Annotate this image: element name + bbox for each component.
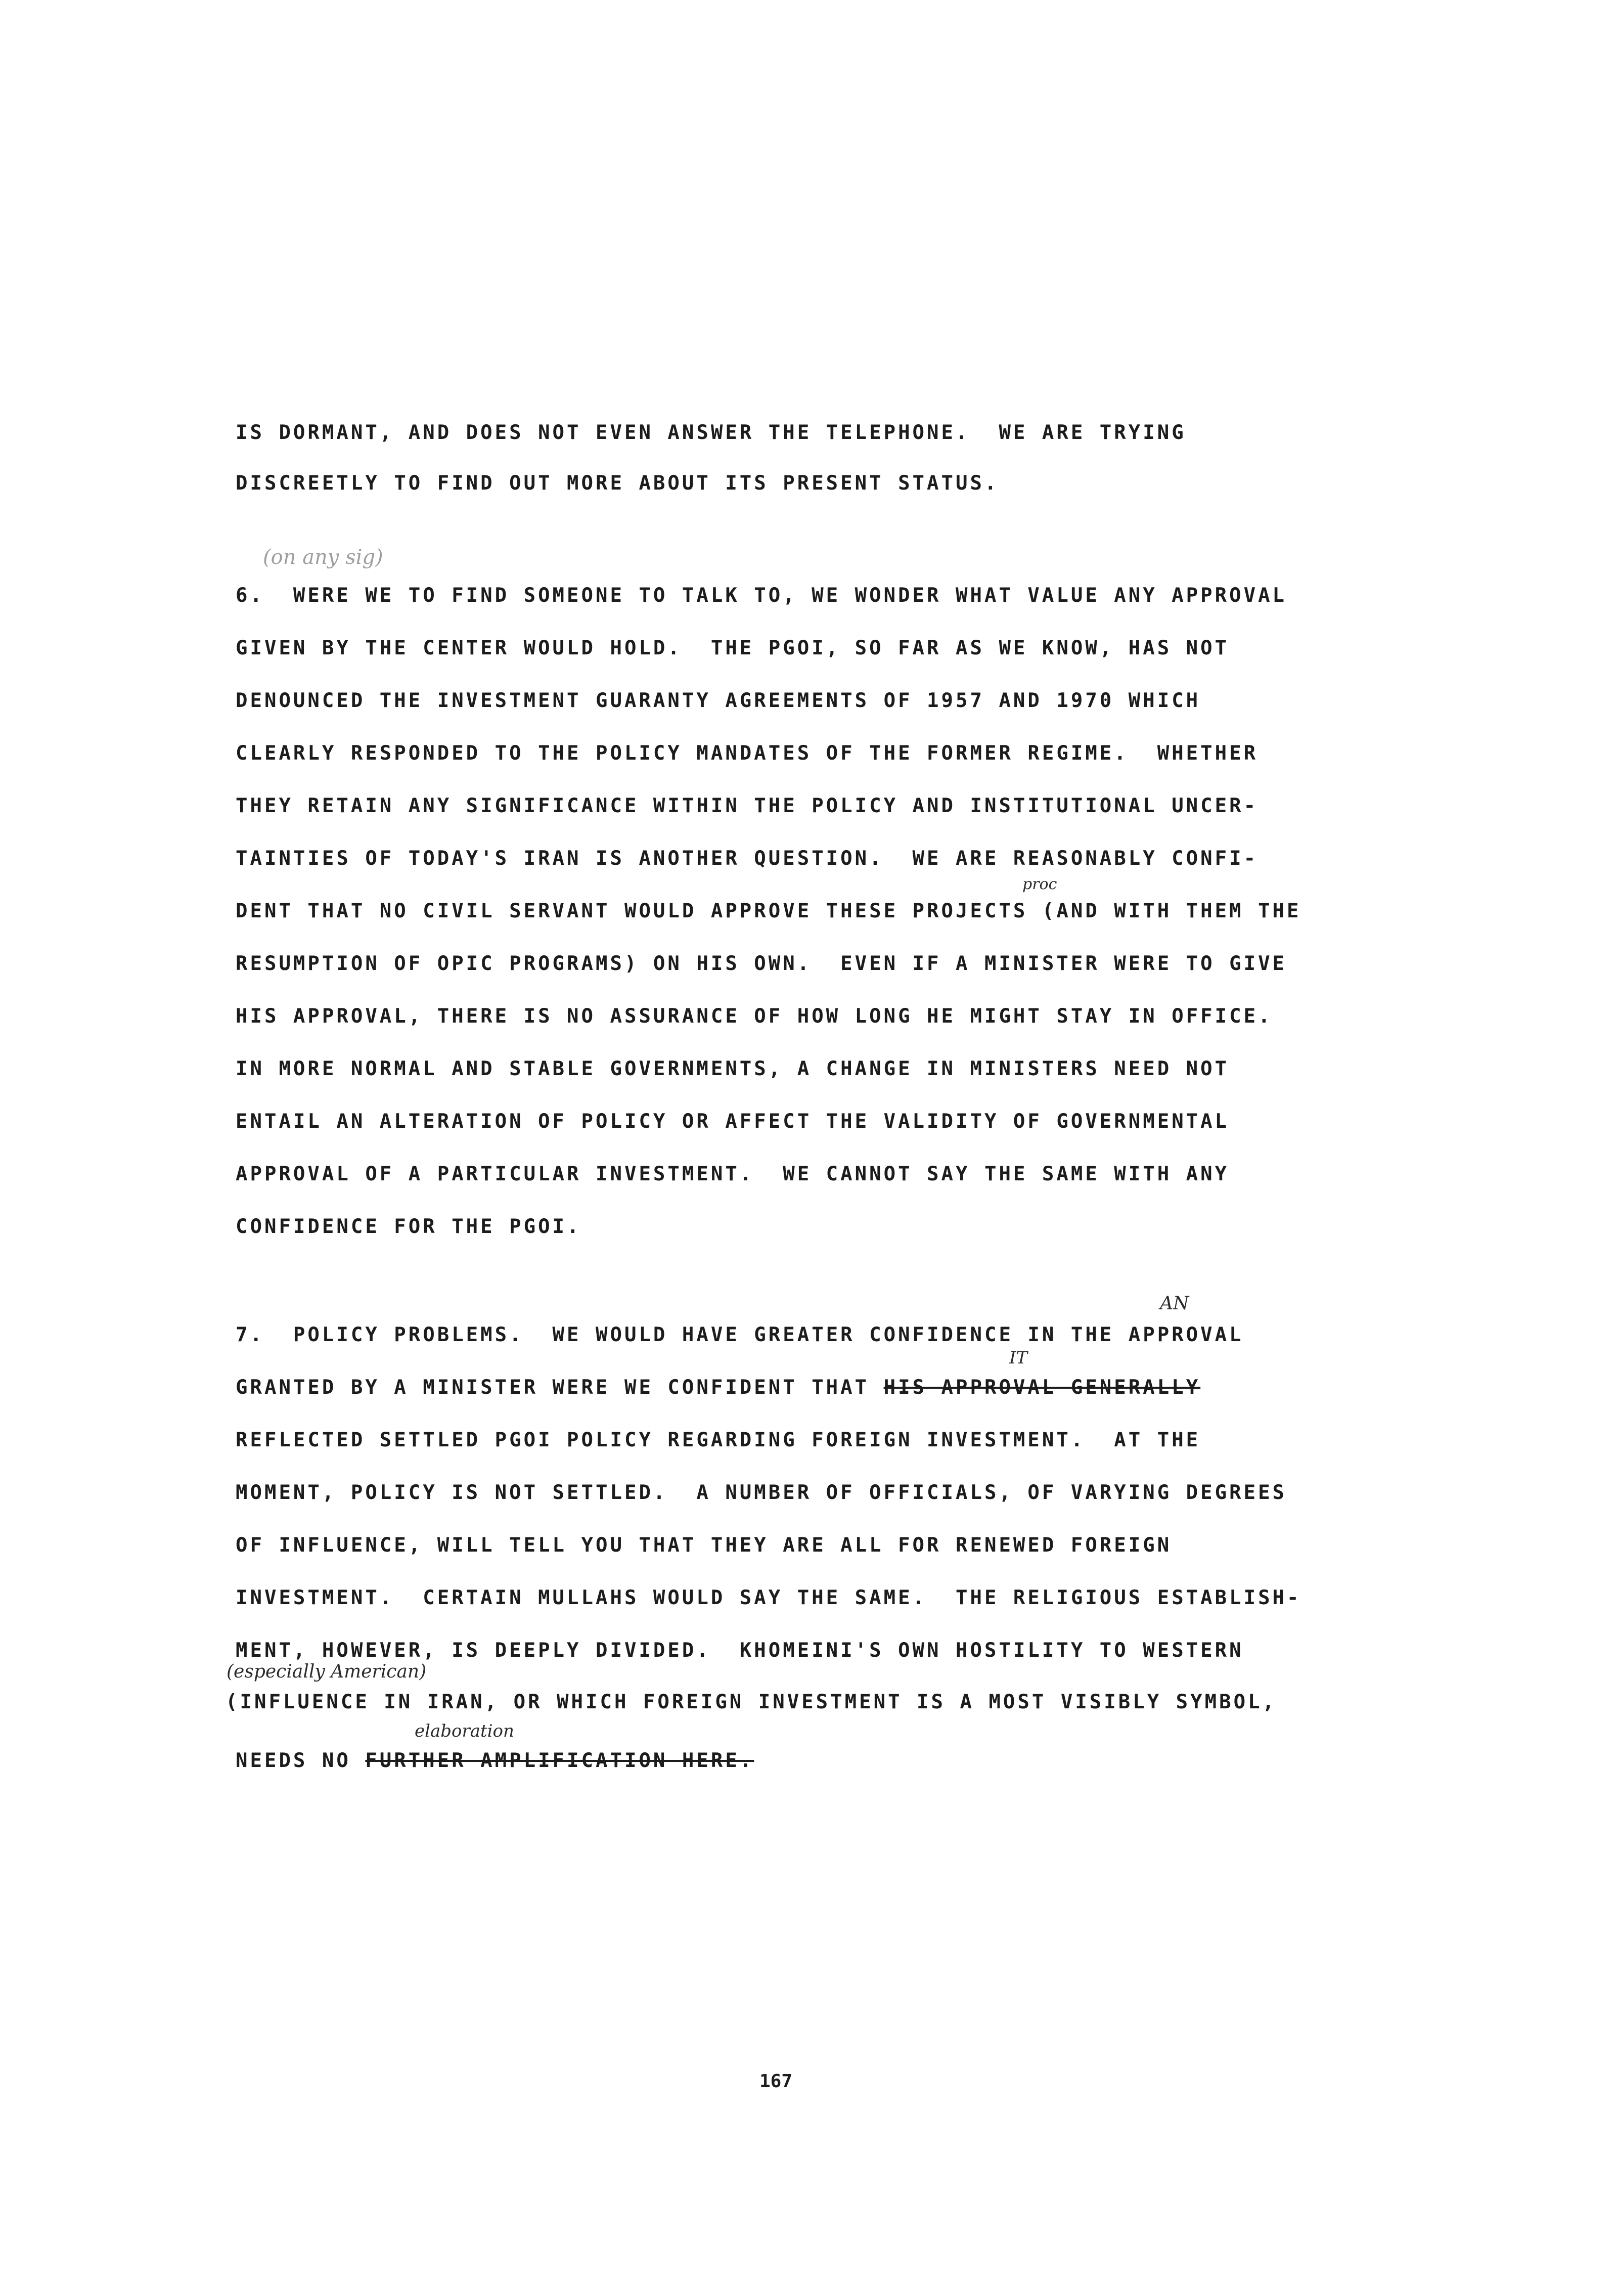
paragraph-6-line-2: GIVEN BY THE CENTER WOULD HOLD. THE PGOI, SO FAR AS WE KNOW, HAS NOT (236, 637, 1230, 659)
handwritten-note-paragraph-6: (on any sig) (263, 546, 383, 569)
paragraph-7-line-5: OF INFLUENCE, WILL TELL YOU THAT THEY ARE ALL FOR RENEWED FOREIGN (236, 1534, 1172, 1557)
paragraph-7-line-6: INVESTMENT. CERTAIN MULLAHS WOULD SAY THE SAME. THE RELIGIOUS ESTABLISH- (236, 1586, 1301, 1609)
paragraph-6-line-5: THEY RETAIN ANY SIGNIFICANCE WITHIN THE POLICY AND INSTITUTIONAL UNCER- (236, 794, 1259, 817)
intro-line-2: DISCREETLY TO FIND OUT MORE ABOUT ITS PRESENT STATUS. (236, 472, 999, 495)
paragraph-6-line-11: ENTAIL AN ALTERATION OF POLICY OR AFFECT THE VALIDITY OF GOVERNMENTAL (236, 1110, 1230, 1133)
paragraph-7-line-7: MENT, HOWEVER, IS DEEPLY DIVIDED. KHOMEINI'S OWN HOSTILITY TO WESTERN (236, 1639, 1244, 1662)
paragraph-6-line-1: 6. WERE WE TO FIND SOMEONE TO TALK TO, WE WONDER WHAT VALUE ANY APPROVAL (236, 584, 1287, 607)
paragraph-7-line-2-text: GRANTED BY A MINISTER WERE WE CONFIDENT THAT (236, 1376, 884, 1399)
paragraph-6-line-8: RESUMPTION OF OPIC PROGRAMS) ON HIS OWN. EVEN IF A MINISTER WERE TO GIVE (236, 952, 1287, 975)
handwritten-correction-proc: proc (1022, 875, 1057, 893)
handwritten-insert-an: AN (1160, 1293, 1189, 1314)
paragraph-7-line-3: REFLECTED SETTLED PGOI POLICY REGARDING FOREIGN INVESTMENT. AT THE (236, 1429, 1201, 1451)
handwritten-insert-elaboration: elaboration (415, 1721, 514, 1741)
paragraph-6-line-13: CONFIDENCE FOR THE PGOI. (236, 1215, 581, 1238)
struck-text-further-amplification: FURTHER AMPLIFICATION HERE. (365, 1749, 754, 1772)
intro-line-1: IS DORMANT, AND DOES NOT EVEN ANSWER THE TELEPHONE. WE ARE TRYING (236, 421, 1186, 444)
paragraph-6-line-9: HIS APPROVAL, THERE IS NO ASSURANCE OF HOW LONG HE MIGHT STAY IN OFFICE. (236, 1005, 1273, 1028)
paragraph-6-line-7: DENT THAT NO CIVIL SERVANT WOULD APPROVE THESE PROJECTS (AND WITH THEM THE (236, 900, 1301, 922)
paragraph-7-line-2 (236, 1378, 1200, 1397)
paragraph-7-line-8: (INFLUENCE IN IRAN, OR WHICH FOREIGN INVESTMENT IS A MOST VISIBLY SYMBOL, (226, 1691, 1277, 1713)
handwritten-insert-it: IT (1009, 1348, 1028, 1368)
handwritten-insert-especially-american: (especially American) (227, 1661, 427, 1682)
paragraph-7-line-4: MOMENT, POLICY IS NOT SETTLED. A NUMBER OF OFFICIALS, OF VARYING DEGREES (236, 1481, 1287, 1504)
paragraph-7-line-9-text: NEEDS NO (236, 1749, 366, 1772)
struck-text-his-approval: HIS APPROVAL GENERALLY (883, 1376, 1201, 1399)
paragraph-7-line-1: 7. POLICY PROBLEMS. WE WOULD HAVE GREATER CONFIDENCE IN THE APPROVAL (236, 1323, 1244, 1346)
paragraph-6-line-4: CLEARLY RESPONDED TO THE POLICY MANDATES OF THE FORMER REGIME. WHETHER (236, 742, 1259, 765)
paragraph-6-line-12: APPROVAL OF A PARTICULAR INVESTMENT. WE CANNOT SAY THE SAME WITH ANY (236, 1163, 1230, 1185)
paragraph-6-line-6: TAINTIES OF TODAY'S IRAN IS ANOTHER QUESTION. WE ARE REASONABLY CONFI- (236, 847, 1259, 870)
page-number: 167 (759, 2071, 793, 2092)
paragraph-6-line-3: DENOUNCED THE INVESTMENT GUARANTY AGREEMENTS OF 1957 AND 1970 WHICH (236, 689, 1201, 712)
paragraph-7-line-9 (236, 1751, 754, 1771)
paragraph-6-line-10: IN MORE NORMAL AND STABLE GOVERNMENTS, A CHANGE IN MINISTERS NEED NOT (236, 1057, 1230, 1080)
